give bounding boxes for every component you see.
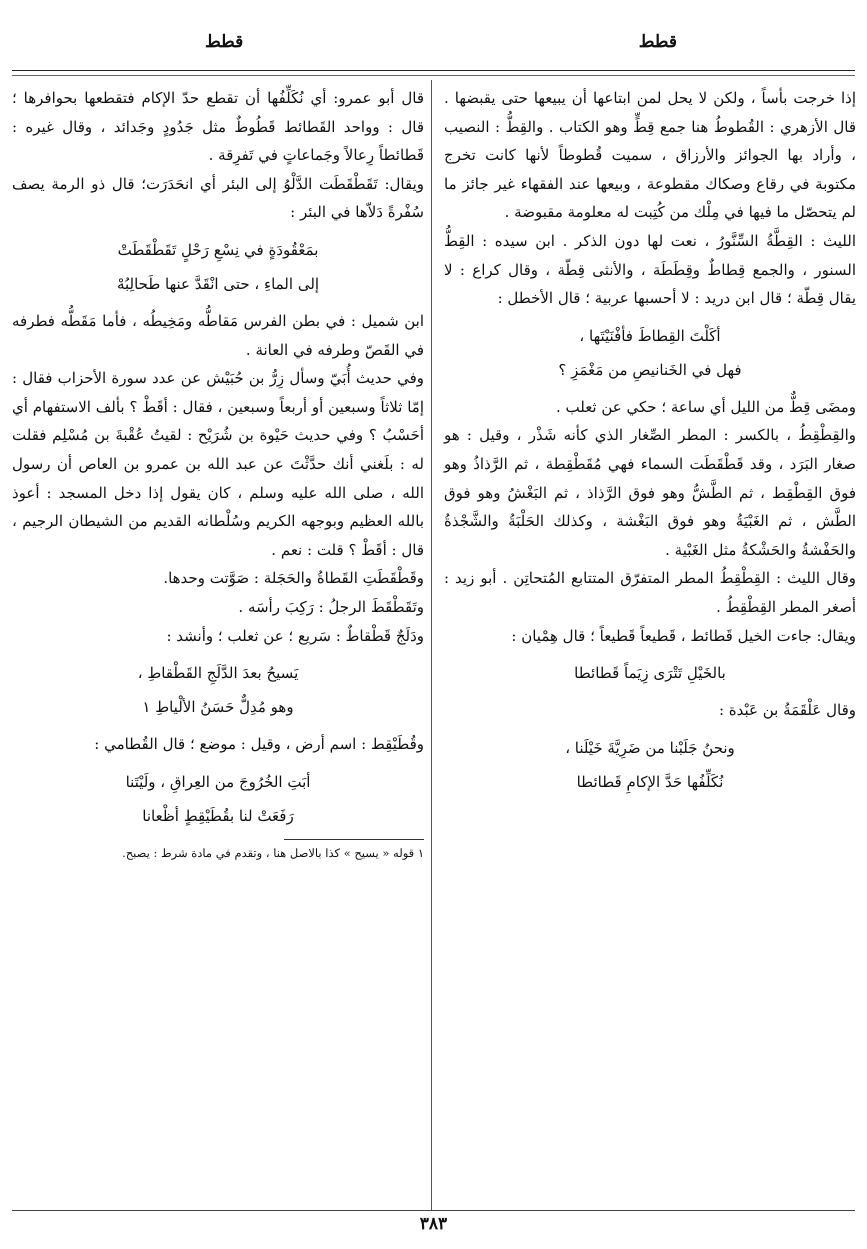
paragraph: ودَلَجٌ قَطْقاطٌ : سَريع ؛ عن ثعلب ؛ وأنشد : <box>166 626 424 645</box>
verse-line: وهو مُدِلٌّ حَسَنُ الألْياطِ ١ <box>142 698 294 717</box>
verse-line: أبَتِ الخُرُوجَ من العِراقِ ، ولَيْتَنا <box>125 772 311 791</box>
verse-line: نُكَلِّفُها حَدَّ الإكامِ قَطائطا <box>576 772 724 791</box>
paragraph: ابن شميل : في بطن الفرس مَقاطُّه ومَخِيطُه ، فأما مَقَطُّه فطرفه في القَصّ وطرفه في العانة . <box>12 311 424 359</box>
paragraph: وقُطَيْقِط : اسم أرض ، وقيل : موضع ؛ قال القُطامي : <box>94 735 424 754</box>
footnote: ١ قوله « يسيح » كذا بالاصل هنا ، وتقدم في مادة شرط : يصبح. <box>122 845 424 860</box>
verse <box>12 233 424 301</box>
paragraph: وفي حديث أُبَيّ وسأل زِرُّ بن حُبَيْش عن عدد سورة الأحزاب فقال : إمّا ثلاثاً وسبعين أو أربعاً وسبعين ، فقال : أقَطْ ؟ بألف الاستفهام أي أحَسْبُ ؟ وفي حديث حَيْوة بن شُرَيْح : لقيتُ عُقْبةَ بن مُسْلِم فقلت له : بلَغني أنك حدَّثْتَ عن عبد الله بن عمرو بن العاص أن رسول الله ، صلى الله عليه وسلم ، كان يقول إذا دخل المسجد : أعوذ بالله العظيم وبوجهه الكريم وسُلْطانه القديم من الشيطان الرجيم ، قال : أقَطْ ؟ قلت : نعم . <box>12 369 424 559</box>
paragraph: إذا خرجت بأساً ، ولكن لا يحل لمن ابتاعها أن يبيعها حتى يقبضها . قال الأزهري : القُطوطُ هنا جمع قِطٍّ وهو الكتاب . والقِطُّ : النصيب ، وأراد بها الجوائز والأرزاق ، سميت قُطوطاً لأنها كانت تخرج مكتوبة في رقاع وصكاك مقطوعة ، وبيعها عند الفقهاء غير جائز ما لم يتحصّل ما فيها في مِلْك من كُتِبت له معلومة مقبوضة . <box>444 89 856 222</box>
header-rule-thin <box>12 75 855 76</box>
verse-line: بمَعْقُودَةٍ في نِسْعِ رَحْلٍ تَقَطْقَطَتْ <box>117 240 319 259</box>
left-column <box>12 84 424 862</box>
paragraph: وقَطْقَطَتِ القَطاةُ والحَجَلة : صَوَّتت وحدها. <box>163 569 424 588</box>
header-left-word: قطط <box>205 32 244 52</box>
verse <box>444 319 856 387</box>
paragraph: ويقال: تَقَطْقَطَت الدَّلْوُ إلى البئر أي انحَدَرَت؛ قال ذو الرمة يصف سُفْرةً دَلاّها في البئر : <box>12 174 424 222</box>
paragraph: ومضَى قِطٌّ من الليل أي ساعة ؛ حكي عن ثعلب . <box>555 397 856 416</box>
paragraph: وقال عَلْقَمَةُ بن عَبْدة : <box>718 701 856 720</box>
paragraph: وتَقَطْقَطَ الرجلُ : رَكِبَ رأسَه . <box>238 597 424 616</box>
paragraph: وقال الليث : القِطْقِطُ المطر المتفرّق المتتابع المُتحاتِن . أبو زيد : أصغر المطر القِطْقِطُ . <box>444 569 856 616</box>
page-number: ٣٨٣ <box>419 1214 448 1234</box>
verse-line: رَفَعَتْ لنا بقُطَيْقِطٍ أظْعانا <box>142 806 294 825</box>
verse-line: بالخَيْلِ تَتْرَى زِيَماً قَطائطا <box>574 664 726 683</box>
verse-line: إلى الماءِ ، حتى انْقَدَّ عنها طَحالِبُهْ <box>116 274 320 293</box>
verse <box>444 656 856 690</box>
verse <box>444 731 856 799</box>
verse-line: فهل في الخَنانيصِ من مَغْمَزِ ؟ <box>558 360 742 379</box>
verse-line: ونحنُ جَلَبْنا من ضَرِيَّةَ خَيْلَنا ، <box>565 738 735 757</box>
footnote-rule <box>284 839 424 840</box>
paragraph: والقِطْقِطُ ، بالكسر : المطر الصِّغار الذي كأنه شَذْر ، وقيل : هو صغار البَرَد ، وقد قَطْقَطَت السماء فهي مُقَطْقِطة ، ثم الرَّذاذُ وهو فوق القِطْقِط ، ثم الطَّشُّ وهو فوق الرَّذاذ ، ثم البَغْشُ وهو فوق الطَّش ، ثم الغَبْيَةُ وهو فوق البَغْشة ، وكذلك الحَلْبَةُ والشَّجْذةُ والحَفْشةُ والحَشْكةُ مثل الغَبْية . <box>444 426 856 559</box>
header-right-word: قطط <box>638 32 677 52</box>
right-column <box>444 84 856 805</box>
paragraph: الليث : القِطَّةُ السِّنَّورُ ، نعت لها دون الذكر . ابن سيده : القِطُّ السنور ، والجمع قِطاطٌ وقِطَطَة ، والأنثى قِطّة ، وقال كراع : لا يقال قِطّة ؛ قال ابن دريد : لا أحسبها عربية ؛ قال الأخطل : <box>444 231 856 308</box>
footer-rule <box>12 1210 855 1211</box>
verse <box>12 765 424 833</box>
verse-line: أكَلْتَ القِطاطَ فأفْنَيْتَها ، <box>579 326 721 345</box>
verse <box>12 656 424 724</box>
header-rule <box>12 70 855 71</box>
column-divider <box>431 80 432 1210</box>
paragraph: قال أبو عمرو: أي نُكَلِّفُها أن تقطع حدّ الإكام فتقطعها بحوافرها ؛ قال : وواحد القَطائط قَطُوطٌ مثل جَدُودٍ وجَدائد ، وقال غيره : قَطائطاً رِعالاً وجَماعاتٍ في تَفرِقة . <box>12 89 424 165</box>
paragraph: ويقال: جاءت الخيل قَطائط ، قَطيعاً قَطيعاً ؛ قال هِمْيان : <box>511 626 856 645</box>
verse-line: يَسيحُ بعدَ الدَّلَجِ القَطْقاطِ ، <box>137 664 299 683</box>
